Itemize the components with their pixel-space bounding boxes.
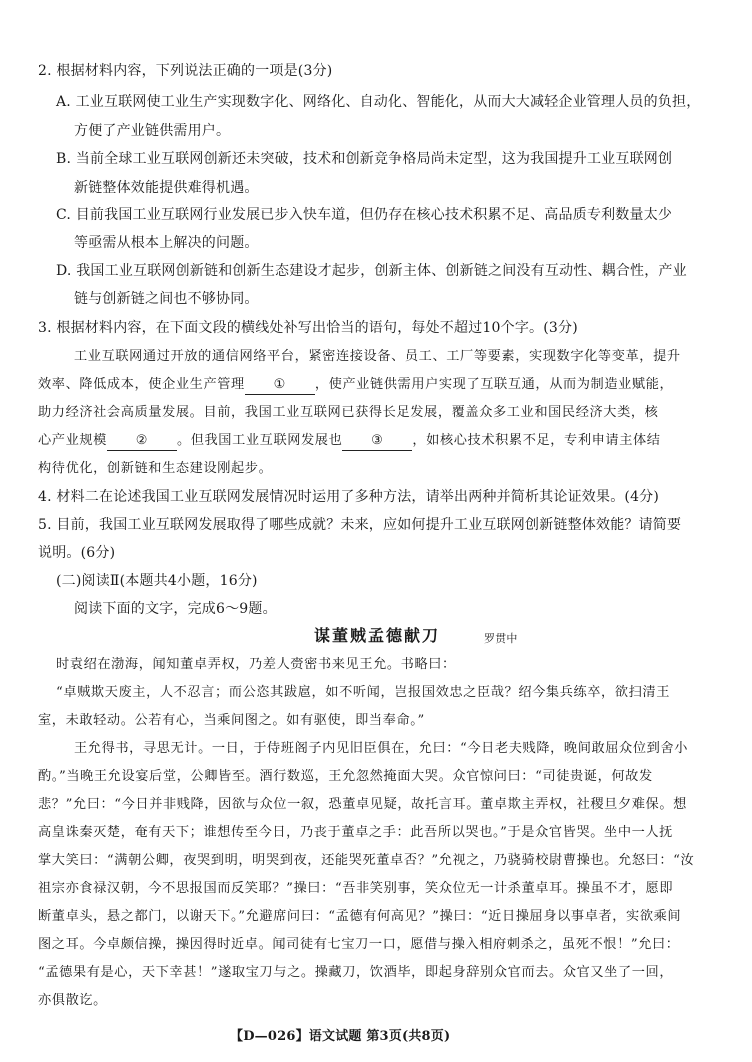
q5-stem-line2: 说明。(6分) <box>38 545 116 561</box>
q3-blank-2: ② <box>107 432 177 451</box>
story-line: 掌大笑曰：“满朝公卿，夜哭到明，明哭到夜，还能哭死董卓否？”允视之，乃骁骑校尉曹操也。允怒曰：“汝 <box>38 853 695 868</box>
q3-blank-1: ① <box>245 376 315 395</box>
section-instruction: 阅读下面的文字，完成6～9题。 <box>74 601 277 617</box>
q2-option-d-line2: 链与创新链之间也不够协同。 <box>74 291 259 307</box>
q2-option-c-line2: 等亟需从根本上解决的问题。 <box>74 235 259 251</box>
q3-passage-line4 <box>38 432 661 451</box>
q3-passage-text: 。但我国工业互联网发展也 <box>176 433 343 448</box>
story-line: “卓贼欺天废主，人不忍言；而公恣其跋扈，如不听闻，岂报国效忠之臣哉？绍今集兵练卒，欲扫清王 <box>56 685 670 700</box>
story-line: 高皇诛秦灭楚，奄有天下；谁想传至今日，乃丧于董卓之手：此吾所以哭也。”于是众官皆哭。坐中一人抚 <box>38 825 673 840</box>
q3-passage-line5: 构待优化，创新链和生态建设刚起步。 <box>38 461 273 476</box>
q4-stem: 4. 材料二在论述我国工业互联网发展情况时运用了多种方法，请举出两种并简析其论证效果。(4分) <box>38 489 660 505</box>
passage-author: 罗贯中 <box>484 632 518 645</box>
q3-passage-text: ，如核心技术积累不足，专利申请主体结 <box>412 433 661 448</box>
q5-stem-line1: 5. 目前，我国工业互联网发展取得了哪些成就？未来，应如何提升工业互联网创新链整体效能？请简要 <box>38 517 682 533</box>
story-line: “孟德果有是心，天下幸甚！”遂取宝刀与之。操藏刀，饮酒毕，即起身辞别众官而去。众官又坐了一回， <box>38 965 674 980</box>
story-line: 图之耳。今卓颇信操，操因得时近卓。闻司徒有七宝刀一口，愿借与操入相府刺杀之，虽死不恨！”允曰： <box>38 937 680 952</box>
passage-title: 谋董贼孟德献刀 <box>314 626 441 645</box>
story-line: 室，未敢轻动。公若有心，当乘间图之。如有驱使，即当奉命。” <box>38 713 425 728</box>
story-line: 酌。”当晚王允设宴后堂，公卿皆至。酒行数巡，王允忽然掩面大哭。众官惊问曰：“司徒贵诞，何故发 <box>38 769 653 784</box>
q3-passage-text: 心产业规模 <box>38 433 107 448</box>
q3-passage-text: 效率、降低成本，使企业生产管理 <box>38 377 245 392</box>
q2-option-a-line1: A. 工业互联网使工业生产实现数字化、网络化、自动化、智能化，从而大大减轻企业管理人员的负担， <box>56 94 701 110</box>
q3-passage-line2 <box>38 376 673 395</box>
q3-blank-3: ③ <box>342 432 412 451</box>
story-line: 祖宗亦食禄汉朝，今不思报国而反笑耶？”操曰：“吾非笑别事，笑众位无一计杀董卓耳。操虽不才，愿即 <box>38 881 674 896</box>
story-line: 王允得书，寻思无计。一日，于侍班阁子内见旧臣俱在，允曰：“今日老夫贱降，晚间敢屈众位到舍小 <box>74 741 688 756</box>
q2-option-b-line2: 新链整体效能提供难得机遇。 <box>74 180 259 196</box>
q2-option-d-line1: D. 我国工业互联网创新链和创新生态建设才起步，创新主体、创新链之间没有互动性、耦合性，产业 <box>56 263 687 279</box>
story-line: 悲？”允曰：“今日并非贱降，因欲与众位一叙，恐董卓见疑，故托言耳。董卓欺主弄权，社稷旦夕难保。想 <box>38 797 687 812</box>
q2-stem: 2. 根据材料内容，下列说法正确的一项是(3分) <box>38 63 333 79</box>
q3-passage-line1: 工业互联网通过开放的通信网络平台，紧密连接设备、员工、工厂等要素，实现数字化等变革，提升 <box>74 349 681 364</box>
story-line: 亦俱散讫。 <box>38 993 107 1008</box>
q3-passage-line3: 助力经济社会高质量发展。目前，我国工业互联网已获得长足发展，覆盖众多工业和国民经济大类，核 <box>38 405 659 420</box>
story-line: 时袁绍在渤海，闻知董卓弄权，乃差人赍密书来见王允。书略曰： <box>56 657 456 672</box>
page-footer: 【D—026】语文试题 第3页(共8页) <box>230 1029 451 1044</box>
story-line: 断董卓头，悬之都门，以谢天下。”允避席问曰：“孟德有何高见？”操曰：“近日操屈身以事卓者，实欲乘间 <box>38 909 682 924</box>
q2-option-b-line1: B. 当前全球工业互联网创新还未突破，技术和创新竞争格局尚未定型，这为我国提升工业互联网创 <box>56 151 673 167</box>
section-heading: (二)阅读Ⅱ(本题共4小题，16分) <box>56 573 258 589</box>
q3-passage-text: ，使产业链供需用户实现了互联互通，从而为制造业赋能， <box>314 377 674 392</box>
q2-option-a-line2: 方便了产业链供需用户。 <box>74 123 231 139</box>
q3-stem: 3. 根据材料内容，在下面文段的横线处补写出恰当的语句，每处不超过10个字。(3分) <box>38 320 578 336</box>
q2-option-c-line1: C. 目前我国工业互联网行业发展已步入快车道，但仍存在核心技术积累不足、高品质专利数量太少 <box>56 207 673 223</box>
